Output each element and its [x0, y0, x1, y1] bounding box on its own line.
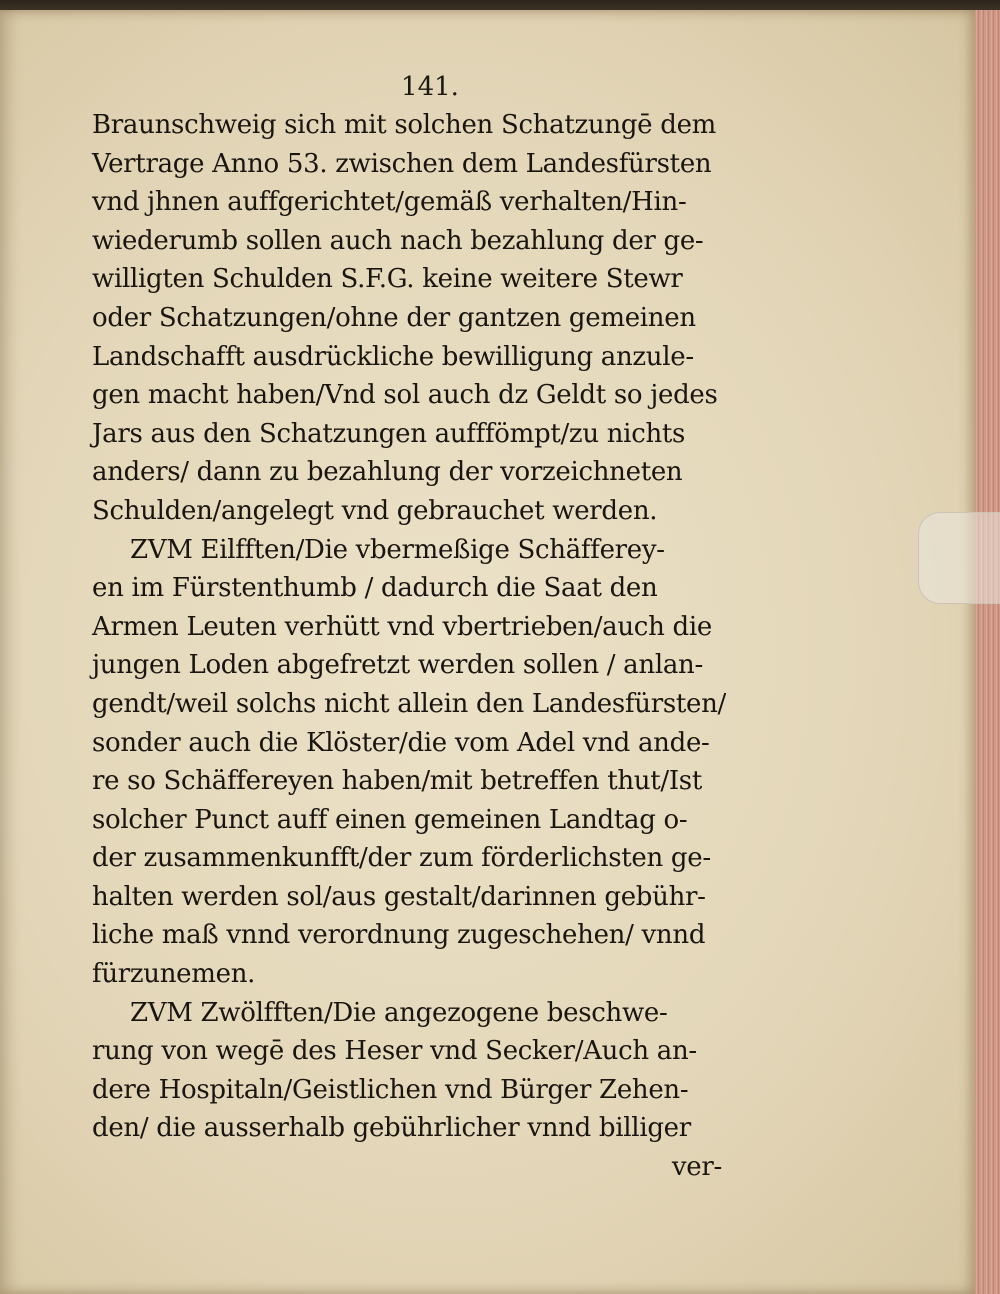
text-line: anders/ dann zu bezahlung der vorzeichneten: [92, 457, 683, 488]
page-clip-tab: [918, 512, 1000, 604]
text-line: solcher Punct auff einen gemeinen Landtag o-: [92, 804, 688, 835]
text-line: Armen Leuten verhütt vnd vbertrieben/auch die: [92, 611, 712, 642]
text-line: Vertrage Anno 53. zwischen dem Landesfürsten: [92, 148, 712, 179]
text-line: Schulden/angelegt vnd gebrauchet werden.: [92, 495, 658, 526]
page-number: 141.: [401, 72, 459, 102]
text-line: der zusammenkunfft/der zum förderlichsten ge-: [92, 843, 711, 874]
text-line: liche maß vnnd verordnung zugeschehen/ vnnd: [92, 920, 706, 951]
text-line: Landschafft ausdrückliche bewilligung anzule-: [92, 341, 694, 372]
text-line: wiederumb sollen auch nach bezahlung der ge-: [92, 225, 704, 256]
text-line: en im Fürstenthumb / dadurch die Saat den: [92, 573, 658, 604]
text-line: gen macht haben/Vnd sol auch dz Geldt so jedes: [92, 380, 718, 411]
catchword: ver-: [671, 1152, 722, 1183]
paragraph-start-line: ZVM Eilfften/Die vbermeßige Schäfferey-: [130, 534, 665, 565]
text-line: gendt/weil solchs nicht allein den Landesfürsten/: [92, 688, 727, 719]
text-line: Braunschweig sich mit solchen Schatzungē dem: [92, 110, 717, 140]
text-line: fürzunemen.: [92, 959, 256, 990]
text-line: den/ die ausserhalb gebührlicher vnnd billiger: [92, 1113, 691, 1144]
text-line: dere Hospitaln/Geistlichen vnd Bürger Zehen-: [92, 1074, 689, 1105]
text-line: halten werden sol/aus gestalt/darinnen gebühr-: [92, 881, 706, 912]
text-line: rung von wegē des Heser vnd Secker/Auch an-: [92, 1036, 697, 1067]
text-line: re so Schäffereyen haben/mit betreffen thut/Ist: [92, 766, 703, 797]
text-line: oder Schatzungen/ohne der gantzen gemeinen: [92, 302, 696, 333]
text-line: vnd jhnen auffgerichtet/gemäß verhalten/Hin-: [92, 187, 687, 218]
text-line: willigten Schulden S.F.G. keine weitere Stewr: [92, 264, 683, 295]
body-text: [92, 106, 727, 1187]
text-line: jungen Loden abgefretzt werden sollen / anlan-: [92, 650, 703, 681]
paragraph-start-line: ZVM Zwölfften/Die angezogene beschwe-: [130, 997, 668, 1028]
text-line: sonder auch die Klöster/die vom Adel vnd ande-: [92, 727, 710, 758]
page-fore-edge: [975, 10, 1000, 1294]
text-line: Jars aus den Schatzungen aufffömpt/zu nichts: [92, 418, 686, 449]
